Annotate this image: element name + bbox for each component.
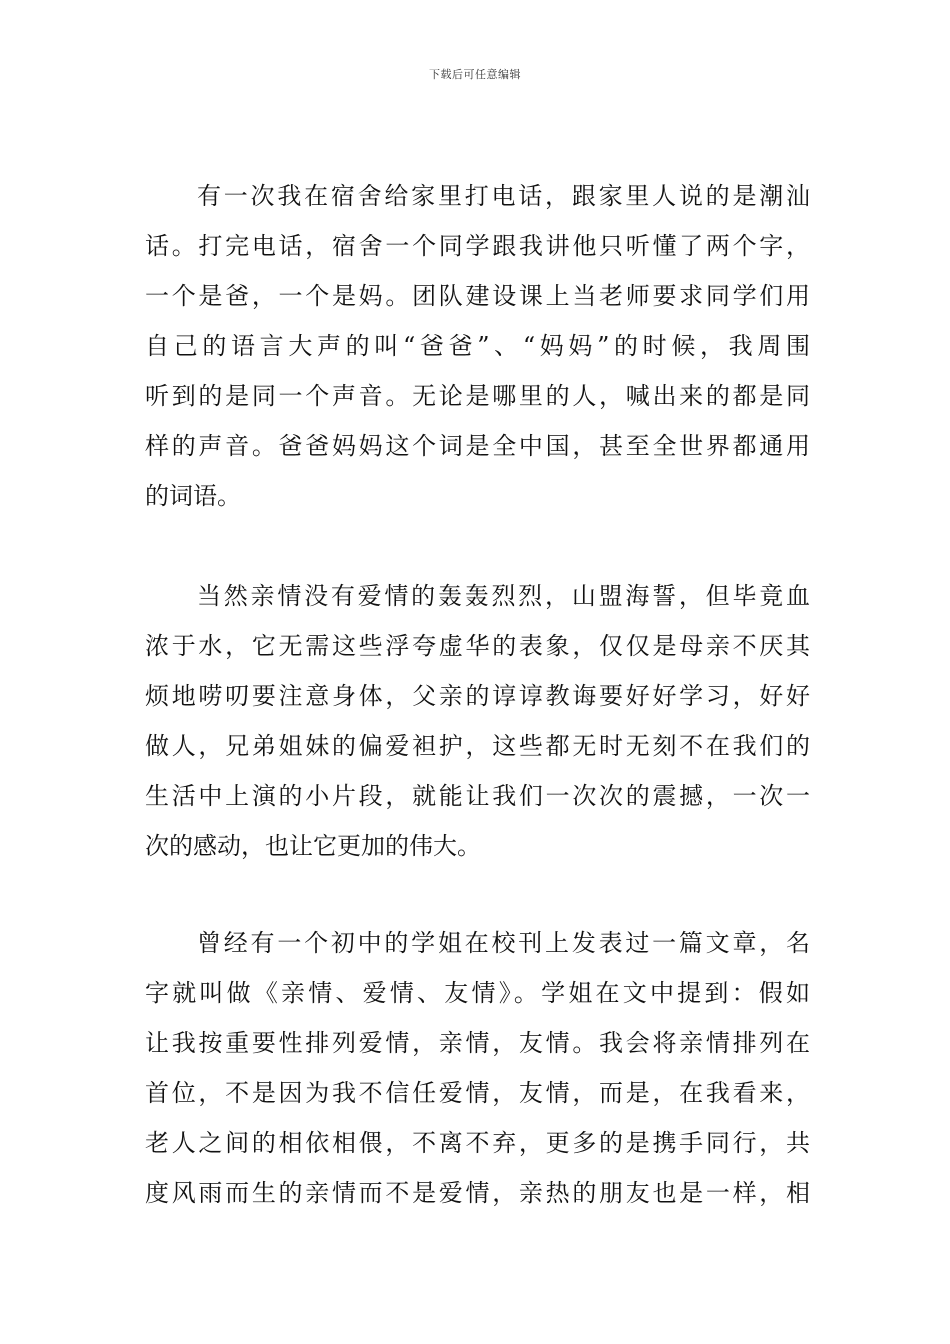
paragraph-line: 烦地唠叨要注意身体，父亲的谆谆教诲要好好学习，好好 (145, 682, 810, 710)
paragraph-line: 的词语。 (145, 482, 241, 510)
paragraph-1 (145, 171, 810, 521)
paragraph-line: 有一次我在宿舍给家里打电话，跟家里人说的是潮汕 (197, 182, 810, 210)
paragraph-line: 一个是爸，一个是妈。团队建设课上当老师要求同学们用 (145, 282, 810, 310)
paragraph-line: 做人，兄弟姐妹的偏爱袒护，这些都无时无刻不在我们的 (145, 732, 810, 760)
paragraph-2 (145, 571, 810, 871)
paragraph-line: 首位，不是因为我不信任爱情，友情，而是，在我看来， (145, 1079, 810, 1107)
paragraph-line: 曾经有一个初中的学姐在校刊上发表过一篇文章，名 (197, 929, 810, 957)
paragraph-line: 当然亲情没有爱情的轰轰烈烈，山盟海誓，但毕竟血 (197, 582, 810, 610)
paragraph-line: 话。打完电话，宿舍一个同学跟我讲他只听懂了两个字， (145, 232, 810, 260)
paragraph-line: 浓于水，它无需这些浮夸虚华的表象，仅仅是母亲不厌其 (145, 632, 810, 660)
page-header: 下载后可任意编辑 (429, 68, 521, 81)
paragraph-line: 自己的语言大声的叫“爸爸”、“妈妈”的时候，我周围 (145, 332, 810, 360)
paragraph-line: 字就叫做《亲情、爱情、友情》。学姐在文中提到：假如 (145, 979, 810, 1007)
paragraph-line: 听到的是同一个声音。无论是哪里的人，喊出来的都是同 (145, 382, 810, 410)
paragraph-line: 度风雨而生的亲情而不是爱情，亲热的朋友也是一样，相 (145, 1179, 810, 1207)
paragraph-line: 老人之间的相依相偎，不离不弃，更多的是携手同行，共 (145, 1129, 810, 1157)
paragraph-3 (145, 918, 810, 1218)
paragraph-line: 样的声音。爸爸妈妈这个词是全中国，甚至全世界都通用 (145, 432, 810, 460)
paragraph-line: 次的感动，也让它更加的伟大。 (145, 832, 481, 860)
paragraph-line: 让我按重要性排列爱情，亲情，友情。我会将亲情排列在 (145, 1029, 810, 1057)
paragraph-line: 生活中上演的小片段，就能让我们一次次的震撼，一次一 (145, 782, 810, 810)
